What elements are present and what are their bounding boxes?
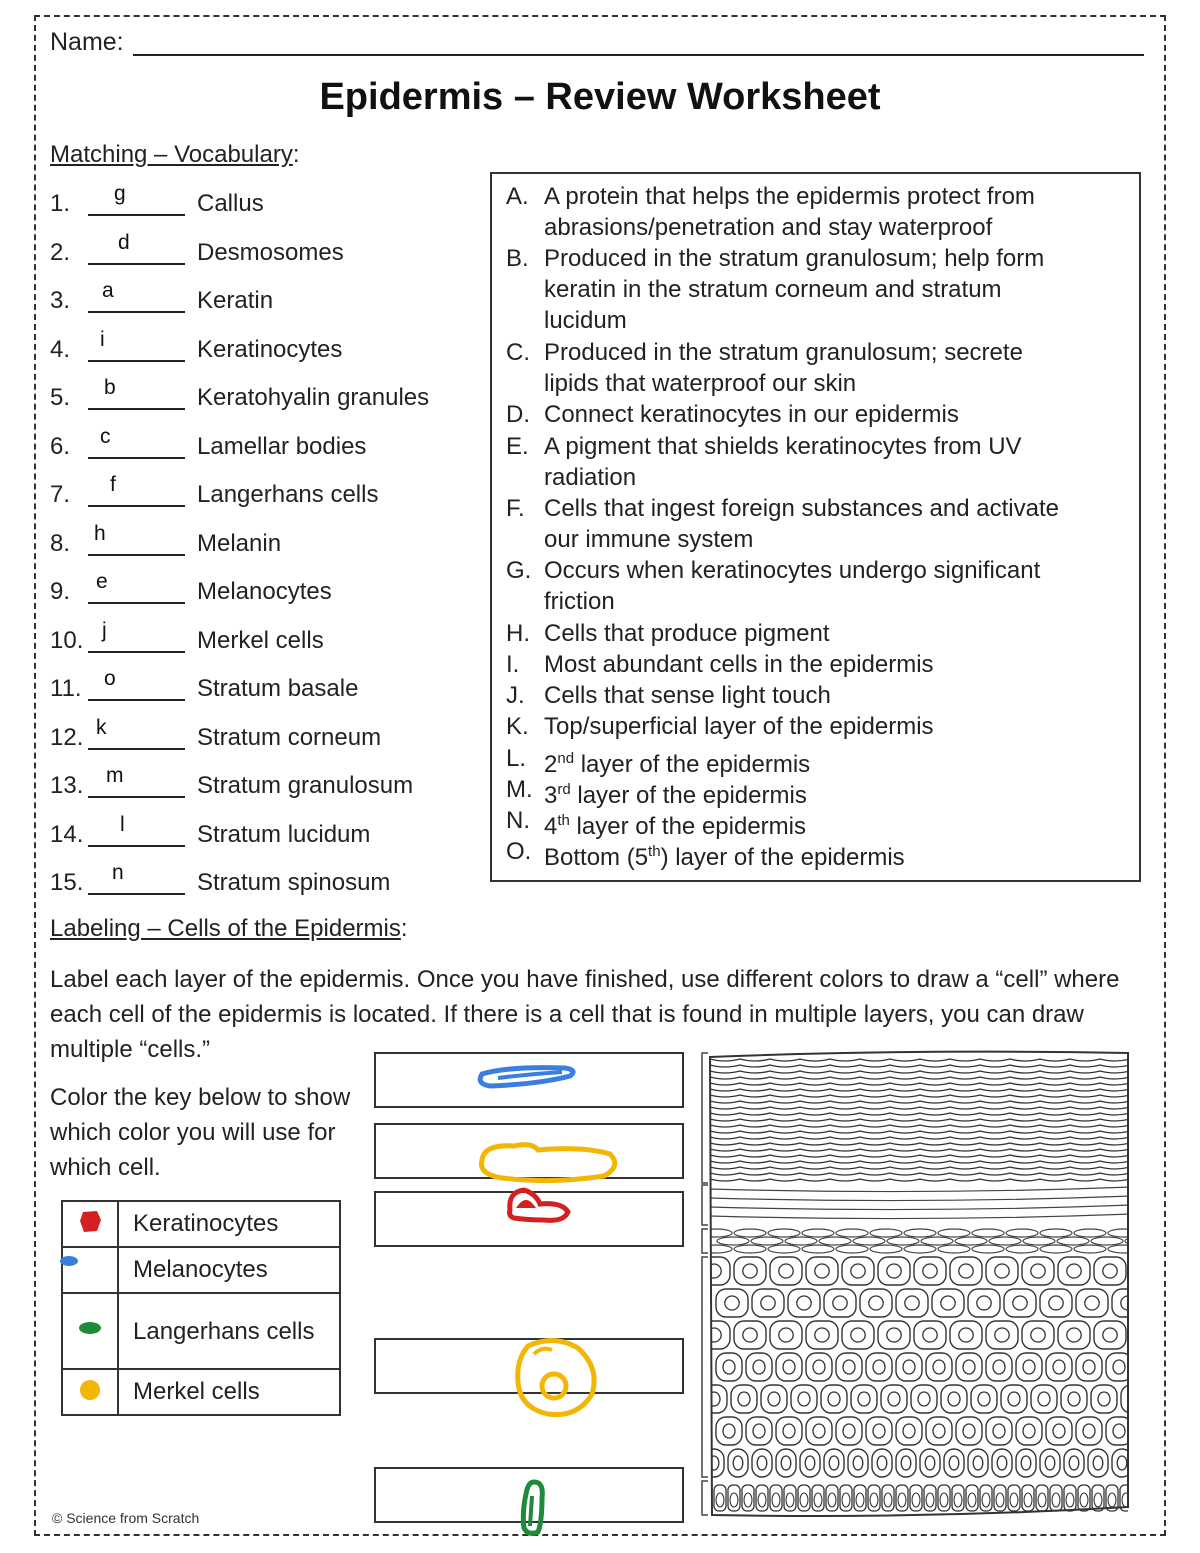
- definition-letter: M.: [506, 775, 533, 803]
- vocab-term: Stratum basale: [197, 675, 359, 702]
- definition-line: friction: [544, 588, 615, 616]
- vocab-number: 8.: [50, 529, 71, 557]
- handwritten-answer: a: [102, 279, 114, 302]
- definition-letter: N.: [506, 807, 530, 834]
- answer-blank[interactable]: [88, 651, 185, 653]
- definition-line: Connect keratinocytes in our epidermis: [544, 401, 959, 429]
- epidermis-illustration: [692, 1045, 1137, 1523]
- vocab-term: Keratin: [197, 287, 274, 314]
- key-label: Merkel cells: [118, 1369, 340, 1415]
- definition-text: [544, 181, 1035, 243]
- definition-line: our immune system: [544, 526, 754, 553]
- copyright-credit: © Science from Scratch: [52, 1510, 200, 1526]
- definition-letter: F.: [506, 495, 525, 522]
- definition-letter: A.: [506, 183, 529, 210]
- definition-text: [544, 431, 1022, 493]
- definition-superscript: th: [557, 812, 570, 829]
- vocab-item: [50, 182, 470, 238]
- vocab-item: [50, 570, 470, 626]
- handwritten-answer: f: [110, 473, 116, 496]
- definition-letter: I.: [506, 651, 520, 678]
- answer-blank[interactable]: [88, 748, 185, 750]
- definition-line: Cells that ingest foreign substances and activate: [544, 495, 1059, 522]
- definition-letter: J.: [506, 682, 525, 710]
- definition-line: Produced in the stratum granulosum; help form: [544, 245, 1045, 273]
- answer-blank[interactable]: [88, 845, 185, 847]
- vocab-term: Desmosomes: [197, 238, 344, 266]
- handwritten-answer: c: [100, 424, 111, 448]
- name-field[interactable]: [133, 54, 1144, 56]
- answer-blank[interactable]: [88, 457, 185, 459]
- vocab-number: 5.: [50, 384, 71, 411]
- answer-blank[interactable]: [88, 311, 185, 313]
- merkel-drawing: [508, 1332, 608, 1424]
- handwritten-answer: n: [112, 861, 124, 884]
- definition-line: Produced in the stratum granulosum; secrete: [544, 339, 1023, 366]
- vocab-number: 7.: [50, 481, 71, 508]
- vocab-item: [50, 473, 470, 529]
- green-scribble-swatch: [75, 1313, 105, 1343]
- answer-blank[interactable]: [88, 360, 185, 362]
- definition-line: Cells that produce pigment: [544, 619, 830, 647]
- vocab-term: Keratohyalin granules: [197, 384, 430, 411]
- vocab-item: [50, 667, 470, 723]
- vocab-number: 3.: [50, 287, 71, 314]
- vocab-number: 14.: [50, 820, 84, 848]
- vocab-number: 9.: [50, 578, 71, 605]
- key-label: Melanocytes: [118, 1247, 340, 1293]
- definition-line: lipids that waterproof our skin: [544, 370, 857, 397]
- definition-pre: 4: [544, 813, 558, 840]
- handwritten-answer: g: [114, 182, 126, 205]
- key-label: Langerhans cells: [118, 1293, 340, 1369]
- vocab-number: 12.: [50, 723, 84, 751]
- answer-blank[interactable]: [88, 263, 185, 265]
- vocab-term: Melanocytes: [197, 578, 332, 605]
- definition-line: radiation: [544, 463, 637, 491]
- key-swatch-cell[interactable]: [62, 1369, 118, 1415]
- definition-text: [544, 618, 830, 649]
- definition-superscript: rd: [557, 780, 571, 798]
- definition-line: Occurs when keratinocytes undergo significant: [544, 557, 1041, 585]
- definition-letter: C.: [506, 339, 530, 366]
- definition-line: lucidum: [544, 307, 627, 335]
- handwritten-answer: k: [96, 715, 107, 739]
- handwritten-answer: m: [106, 764, 124, 787]
- vocab-item: [50, 764, 470, 820]
- answer-blank[interactable]: [88, 554, 185, 556]
- handwritten-answer: h: [94, 521, 106, 545]
- definition-superscript: nd: [557, 749, 575, 767]
- definition-line: Most abundant cells in the epidermis: [544, 651, 934, 678]
- vocab-number: 1.: [50, 190, 71, 217]
- vocab-number: 15.: [50, 869, 84, 896]
- key-label: Keratinocytes: [118, 1201, 340, 1247]
- vocab-number: 10.: [50, 626, 84, 654]
- matching-heading-text: Matching – Vocabulary: [50, 141, 293, 168]
- answer-blank[interactable]: [88, 214, 185, 216]
- vocab-number: 6.: [50, 432, 71, 460]
- bracket-spinosum: [702, 1257, 708, 1477]
- definition-letter: H.: [506, 619, 530, 647]
- vocab-item: [50, 279, 470, 335]
- bracket-lucidum: [702, 1185, 708, 1225]
- handwritten-answer: i: [100, 327, 105, 351]
- name-label: Name:: [50, 28, 124, 56]
- key-row: [62, 1247, 340, 1293]
- melanocyte-drawing: [470, 1060, 590, 1100]
- vocab-item: [50, 861, 470, 917]
- vocab-term: Stratum granulosum: [197, 772, 414, 799]
- definition-text: [544, 649, 934, 680]
- bracket-basale: [702, 1481, 708, 1515]
- definition-post: layer of the epidermis: [569, 813, 806, 840]
- definition-letter: E.: [506, 432, 529, 460]
- handwritten-answer: d: [118, 230, 130, 254]
- definition-letter: D.: [506, 401, 530, 429]
- definition-text: [544, 836, 905, 873]
- handwritten-answer: o: [104, 667, 116, 690]
- vocab-term: Keratinocytes: [197, 335, 343, 363]
- spinosum-cell: [1136, 1353, 1137, 1381]
- vocab-term: Stratum lucidum: [197, 820, 371, 848]
- definition-pre: Bottom (5: [544, 844, 649, 872]
- spinosum-cell: [1136, 1417, 1137, 1445]
- red-scribble-swatch: [75, 1206, 105, 1236]
- blue-scribble-swatch: [55, 1247, 85, 1277]
- keratinocyte-drawing: [500, 1182, 580, 1230]
- vocab-number: 11.: [50, 675, 82, 702]
- answer-blank[interactable]: [88, 408, 185, 410]
- definition-text: [544, 243, 1044, 336]
- worksheet-title: Epidermis – Review Worksheet: [319, 76, 881, 118]
- labeling-heading-text: Labeling – Cells of the Epidermis: [50, 915, 401, 942]
- bracket-granulosum: [702, 1229, 708, 1253]
- labeling-instructions: Label each layer of the epidermis. Once you have finished, use different colors to draw a “cell” where each cell of the epidermis is located. If there is a cell that is found in multiple layers, you can draw multiple “cells.”: [50, 966, 1120, 1063]
- definition-line: Top/superficial layer of the epidermis: [544, 713, 934, 741]
- definition-text: [544, 711, 934, 742]
- definition-post: layer of the epidermis: [570, 781, 807, 809]
- definition-pre: 3: [544, 781, 558, 809]
- definition-letter: L.: [506, 744, 527, 772]
- definition-superscript: th: [648, 843, 661, 861]
- definition-line: A protein that helps the epidermis protect from: [544, 183, 1035, 210]
- handwritten-answer: e: [96, 570, 108, 593]
- definition-text: [544, 493, 1059, 555]
- vocab-term: Stratum corneum: [197, 723, 382, 751]
- definition-line: keratin in the stratum corneum and stratum: [544, 276, 1002, 304]
- answer-blank[interactable]: [88, 796, 185, 798]
- answer-blank[interactable]: [88, 893, 185, 895]
- answer-blank[interactable]: [88, 699, 185, 701]
- key-row: [62, 1293, 340, 1369]
- definition-letter: K.: [506, 713, 529, 741]
- definition-text: [544, 680, 831, 711]
- vocab-term: Merkel cells: [197, 626, 324, 654]
- definition-text: [544, 337, 1023, 399]
- yellow-scribble-swatch: [75, 1374, 105, 1404]
- vocab-number: 2.: [50, 238, 71, 266]
- key-swatch-cell[interactable]: [62, 1247, 118, 1293]
- definition-letter: B.: [506, 245, 529, 273]
- cell-nucleus: [1128, 1392, 1137, 1406]
- answer-blank[interactable]: [88, 505, 185, 507]
- key-swatch-cell[interactable]: [62, 1201, 118, 1247]
- handwritten-answer: l: [120, 812, 125, 836]
- langerhans-basal-drawing: [512, 1476, 558, 1540]
- definition-pre: 2: [544, 750, 558, 778]
- matching-heading: [50, 141, 299, 169]
- key-row: [62, 1369, 340, 1415]
- definition-letter: G.: [506, 557, 532, 585]
- vocab-term: Langerhans cells: [197, 481, 379, 508]
- vocab-number: 4.: [50, 335, 71, 363]
- langerhans-drawing: [472, 1136, 628, 1188]
- definition-line: A pigment that shields keratinocytes from UV: [544, 432, 1022, 460]
- definition-letter: O.: [506, 838, 532, 866]
- definition-post: layer of the epidermis: [574, 750, 811, 778]
- definition-line: Cells that sense light touch: [544, 682, 831, 710]
- definition-text: [544, 399, 959, 430]
- definition-post: ) layer of the epidermis: [660, 844, 905, 872]
- handwritten-answer: b: [104, 376, 116, 399]
- vocab-term: Stratum spinosum: [197, 869, 391, 896]
- labeling-heading-colon: :: [400, 915, 408, 942]
- definition-text: [544, 555, 1040, 617]
- color-key-table: [61, 1200, 341, 1416]
- vocab-term: Callus: [197, 190, 264, 217]
- key-instructions: Color the key below to show which color you will use for which cell.: [50, 1084, 351, 1181]
- key-row: [62, 1201, 340, 1247]
- handwritten-answer: j: [102, 618, 107, 642]
- vocab-item: [50, 521, 470, 578]
- labeling-heading: [50, 915, 408, 943]
- answer-blank[interactable]: [88, 602, 185, 604]
- vocab-item: [50, 376, 470, 432]
- definition-line: abrasions/penetration and stay waterproof: [544, 214, 993, 241]
- vocab-number: 13.: [50, 772, 84, 799]
- key-swatch-cell[interactable]: [62, 1293, 118, 1369]
- vocab-term: Lamellar bodies: [197, 432, 367, 460]
- bracket-corneum: [702, 1053, 708, 1183]
- vocab-term: Melanin: [197, 529, 282, 557]
- matching-heading-colon: :: [292, 141, 300, 168]
